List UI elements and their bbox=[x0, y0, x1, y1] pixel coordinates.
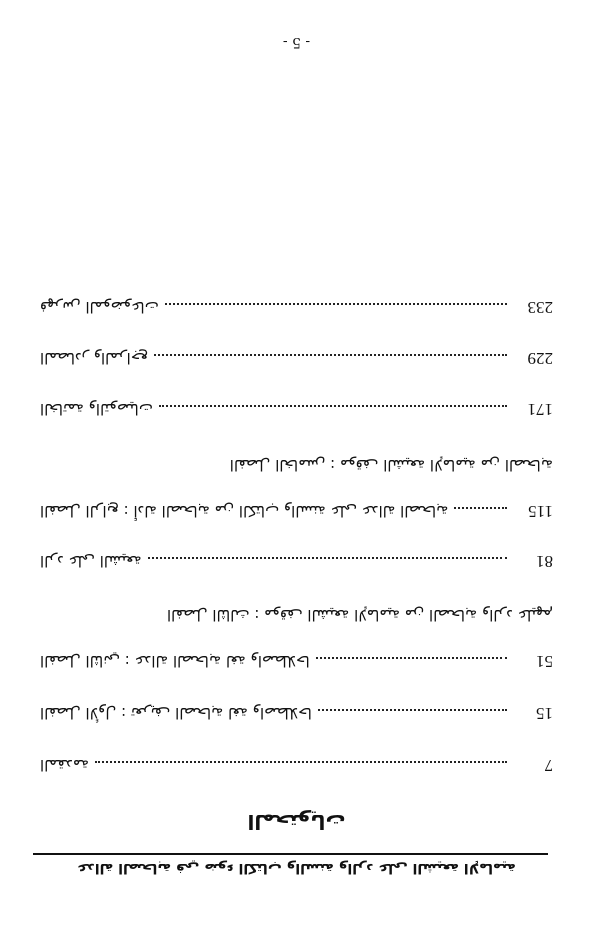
toc-page-number: 115 bbox=[528, 502, 553, 521]
toc-title: المصادر والمراجع bbox=[40, 349, 149, 367]
leader-dots bbox=[454, 507, 507, 509]
toc-entry bbox=[40, 548, 553, 574]
leader-dots bbox=[159, 405, 507, 407]
divider-rule bbox=[33, 853, 548, 855]
toc-page-number: 51 bbox=[536, 652, 553, 671]
book-title-header: عدالة الصحابة في ضوء الكتاب والسنة والرد على الشيعة الإمامية bbox=[77, 860, 516, 876]
leader-dots bbox=[154, 354, 507, 356]
toc-entry-continued: الفصل الثالث : موقف الشيعة الإمامية من الصحابة والرد عليهم bbox=[166, 606, 553, 624]
toc-page-number: 15 bbox=[536, 704, 553, 723]
toc-title: الخاتمة والتوصيات bbox=[40, 400, 153, 418]
leader-dots bbox=[148, 557, 507, 559]
toc-entry bbox=[40, 294, 553, 320]
leader-dots bbox=[95, 761, 507, 763]
toc-title: الفصل الثاني : عدالة الصحابة لغة واصطلاحا bbox=[40, 652, 310, 670]
toc-title: فهرس الموضوعات bbox=[40, 298, 159, 316]
leader-dots bbox=[318, 709, 507, 711]
toc-entry bbox=[40, 648, 553, 674]
toc-page-number: 81 bbox=[536, 552, 553, 571]
toc-entry bbox=[40, 396, 553, 422]
toc-entry bbox=[40, 700, 553, 726]
contents-heading: المحتويات bbox=[247, 810, 346, 834]
toc-entry-continued: الفصل الخامس : موقف الشيعة الإمامية من الصحابة bbox=[229, 456, 553, 474]
leader-dots bbox=[316, 657, 507, 659]
toc-entry bbox=[40, 498, 553, 524]
toc-title: الرد على الشيعة bbox=[40, 552, 142, 570]
toc-page-number: 171 bbox=[527, 400, 553, 419]
leader-dots bbox=[165, 303, 507, 305]
toc-entry bbox=[40, 345, 553, 371]
toc-title: الفصل الأول : تعريف الصحابة لغة واصطلاحا bbox=[40, 704, 312, 722]
toc-title: الفصل الرابع : أدلة الصحابة من الكتاب والسنة على عدالة الصحابة bbox=[40, 502, 449, 520]
toc-entry bbox=[40, 752, 553, 778]
page-number: - 5 - bbox=[282, 34, 311, 50]
toc-title: المقدمة bbox=[40, 756, 89, 774]
toc-page-number: 7 bbox=[544, 756, 553, 775]
toc-page-number: 229 bbox=[527, 349, 553, 368]
toc-page-number: 233 bbox=[527, 298, 553, 317]
